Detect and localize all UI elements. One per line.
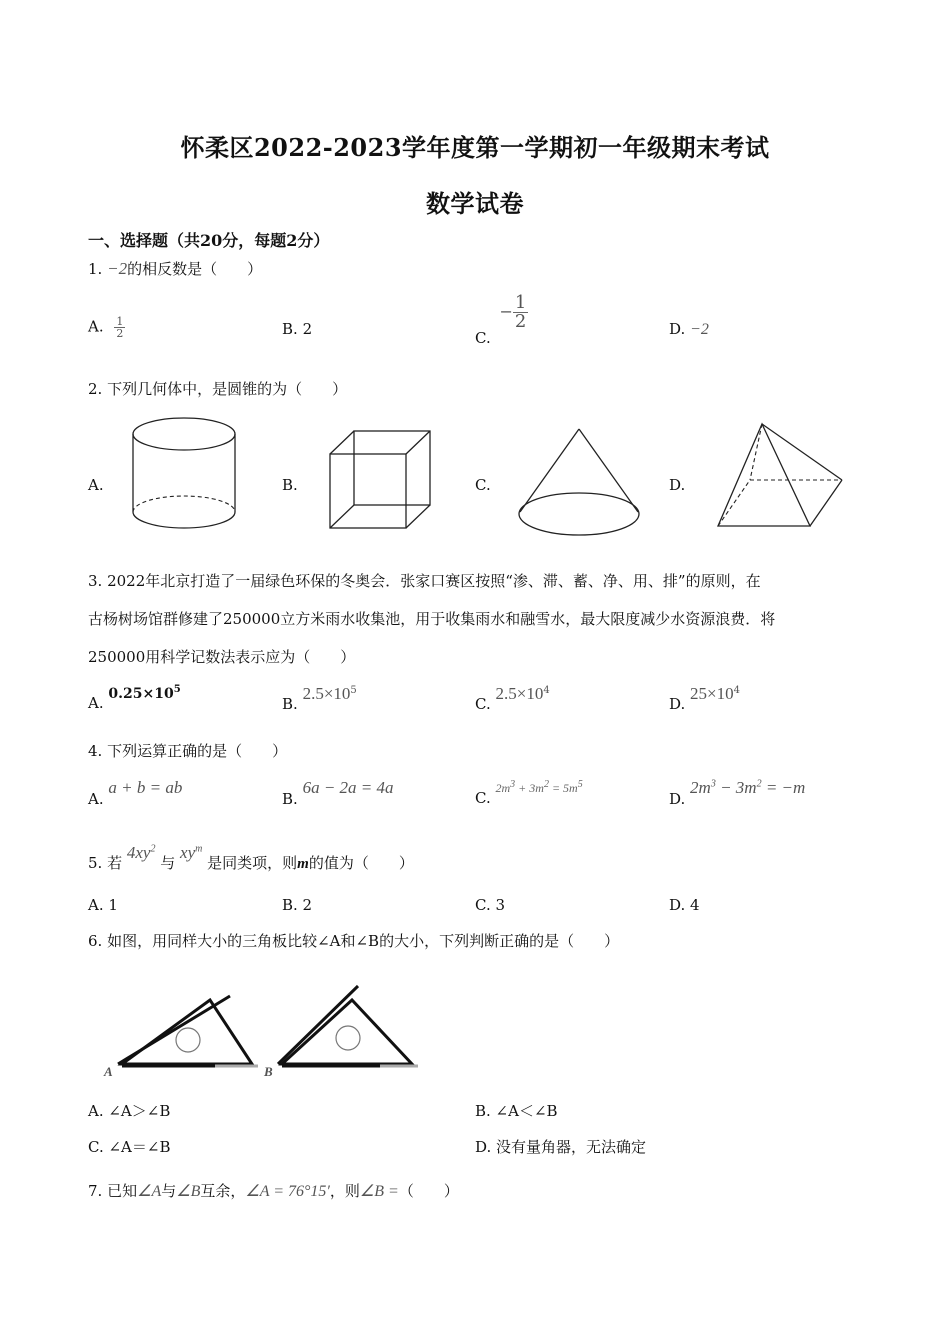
q6-option-d[interactable]: D. 没有量角器，无法确定	[475, 1138, 647, 1156]
q4-option-a[interactable]: A. a + b = ab	[88, 778, 183, 808]
q6-option-a[interactable]: A. ∠A＞∠B	[88, 1102, 171, 1120]
q2-option-a[interactable]: A.	[88, 476, 104, 494]
q2-option-c[interactable]: C.	[475, 476, 491, 494]
q4-option-b[interactable]: B. 6a − 2a = 4a	[282, 778, 394, 808]
question-7-stem: 7. 已知∠A与∠B互余，∠A = 76°15′，则∠B =（ ）	[88, 1182, 459, 1200]
figure-label-b: B	[264, 1064, 273, 1079]
question-1-stem: 1. −2的相反数是（ ）	[88, 259, 263, 278]
exam-title: 怀柔区2022-2023学年度第一学期初一年级期末考试	[180, 133, 770, 162]
section-heading-choice: 一、选择题（共20分，每题2分）	[88, 231, 330, 250]
question-4-stem: 4. 下列运算正确的是（ ）	[88, 742, 288, 760]
q1-option-a[interactable]: A. $\frac{1}{2}$	[88, 315, 124, 340]
q3-option-d[interactable]: D. $25\times 10^4$	[669, 684, 741, 713]
q1-option-c[interactable]: C. − $\frac{1}{2}$	[475, 292, 527, 347]
pyramid-figure	[712, 420, 848, 532]
q1-option-b[interactable]: B. 2	[282, 320, 313, 338]
question-5-stem: 5. 若 $4xy^2$ 与 $xy^m$ 是同类项，则m的值为（ ）	[88, 842, 414, 872]
q6-option-c[interactable]: C. ∠A＝∠B	[88, 1138, 171, 1156]
question-6-stem: 6. 如图，用同样大小的三角板比较∠A和∠B的大小，下列判断正确的是（ ）	[88, 932, 620, 950]
triangle-ruler-figure	[100, 990, 430, 1080]
q1-c-fraction: $\frac{1}{2}$	[514, 292, 527, 332]
q1-math: −2	[107, 259, 128, 278]
q3-option-a[interactable]: A. $0.25\times 10^5$	[88, 684, 181, 712]
q5-term-1: $4xy^2$	[126, 842, 156, 862]
question-2-stem: 2. 下列几何体中，是圆锥的为（ ）	[88, 380, 348, 398]
q3-option-b[interactable]: B. $2.5\times 10^5$	[282, 684, 357, 713]
q5-term-2: $xy^m$	[180, 842, 203, 862]
cylinder-figure	[128, 414, 240, 538]
q4-option-c[interactable]: C. $2m^3 + 3m^2 = 5m^5$	[475, 779, 583, 807]
q4-option-d[interactable]: D. $2m^3 - 3m^2 = -m$	[669, 778, 806, 808]
q1-option-d[interactable]: D. −2	[669, 320, 709, 338]
q2-option-d[interactable]: D.	[669, 476, 686, 494]
exam-subtitle: 数学试卷	[426, 189, 524, 218]
q5-option-a[interactable]: A. 1	[88, 896, 118, 914]
cone-figure	[514, 426, 644, 540]
q1-a-fraction: $\frac{1}{2}$	[116, 315, 124, 340]
q3-option-c[interactable]: C. $2.5\times 10^4$	[475, 684, 550, 713]
q5-option-c[interactable]: C. 3	[475, 896, 506, 914]
q6-option-b[interactable]: B. ∠A＜∠B	[475, 1102, 558, 1120]
cube-figure	[326, 428, 434, 532]
q5-option-b[interactable]: B. 2	[282, 896, 313, 914]
q2-option-b[interactable]: B.	[282, 476, 298, 494]
figure-label-a: A	[104, 1064, 113, 1079]
q5-option-d[interactable]: D. 4	[669, 896, 700, 914]
question-3-stem: 3. 2022年北京打造了一届绿色环保的冬奥会．张家口赛区按照“渗、滞、蓄、净、用、排”的原则，在 古杨树场馆群修建了250000立方米雨水收集池，用于收集雨水和融雪水，最大限度减少水资源浪费．将 250000用科学记数法表示应为（ ）	[88, 572, 776, 666]
